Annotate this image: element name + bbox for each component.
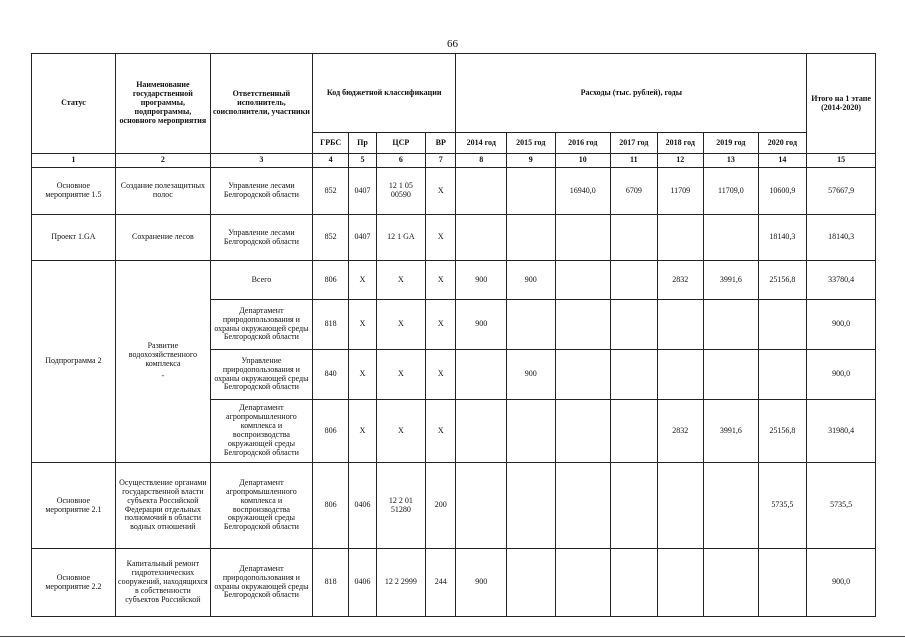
page-bottom-rule (0, 636, 905, 637)
header-year-2014: 2014 год (456, 133, 507, 154)
cell-pr: 0407 (349, 215, 376, 261)
cell-csr: 12 2 01 51280 (376, 463, 426, 549)
column-number: 13 (704, 154, 759, 168)
cell-2016 (555, 549, 611, 617)
cell-pr: X (349, 350, 376, 400)
cell-2014 (456, 350, 507, 400)
column-number: 4 (312, 154, 348, 168)
cell-2015 (507, 300, 556, 350)
header-year-2015: 2015 год (507, 133, 556, 154)
cell-name (115, 261, 210, 463)
cell-name: Создание полезащитных полос (115, 168, 210, 215)
cell-vr: 244 (426, 549, 456, 617)
cell-grbs: 852 (312, 215, 348, 261)
header-year-2016: 2016 год (555, 133, 611, 154)
cell-grbs: 806 (312, 400, 348, 463)
cell-status: Основное мероприятие 1.5 (32, 168, 116, 215)
cell-total: 900,0 (807, 350, 876, 400)
cell-2018 (657, 300, 703, 350)
cell-2014 (456, 168, 507, 215)
cell-2019: 11709,0 (704, 168, 759, 215)
cell-executor: Управление лесами Белгородской области (210, 215, 312, 261)
cell-2017 (611, 215, 657, 261)
cell-2019 (704, 215, 759, 261)
cell-2017 (611, 300, 657, 350)
cell-2020: 5735,5 (758, 463, 807, 549)
header-executor: Ответственный исполнитель, соисполнители, участники (210, 54, 312, 154)
cell-pr: X (349, 261, 376, 300)
header-expenses: Расходы (тыс. рублей), годы (456, 54, 807, 133)
header-name: Наименование государственной программы, подпрограммы, основного мероприятия (115, 54, 210, 154)
header-year-2019: 2019 год (704, 133, 759, 154)
table-row (32, 463, 876, 549)
column-number: 7 (426, 154, 456, 168)
cell-csr: X (376, 300, 426, 350)
cell-grbs: 806 (312, 261, 348, 300)
column-number: 2 (115, 154, 210, 168)
cell-2014 (456, 463, 507, 549)
cell-total: 57667,9 (807, 168, 876, 215)
column-number-row (32, 154, 876, 168)
column-number: 15 (807, 154, 876, 168)
cell-2015: 900 (507, 350, 556, 400)
cell-executor: Управление лесами Белгородской области (210, 168, 312, 215)
cell-pr: 0407 (349, 168, 376, 215)
cell-2016 (555, 463, 611, 549)
cell-executor: Департамент природопользования и охраны окружающей среды Белгородской области (210, 300, 312, 350)
cell-2017: 6709 (611, 168, 657, 215)
cell-vr: X (426, 350, 456, 400)
column-number: 9 (507, 154, 556, 168)
cell-executor: Департамент агропромышленного комплекса и воспроизводства окружающей среды Белгородской области (210, 463, 312, 549)
cell-2017 (611, 400, 657, 463)
cell-csr: X (376, 350, 426, 400)
header-status: Статус (32, 54, 116, 154)
cell-executor: Департамент природопользования и охраны окружающей среды Белгородской области (210, 549, 312, 617)
cell-2018: 2832 (657, 261, 703, 300)
cell-2019: 3991,6 (704, 261, 759, 300)
budget-table (31, 53, 876, 617)
header-csr: ЦСР (376, 133, 426, 154)
cell-name: Осуществление органами государственной власти субъекта Российской Федерации отдельных полномочий в области водных отношений (115, 463, 210, 549)
cell-2016 (555, 350, 611, 400)
cell-2015: 900 (507, 261, 556, 300)
cell-2014: 900 (456, 261, 507, 300)
header-year-2017: 2017 год (611, 133, 657, 154)
cell-2019 (704, 300, 759, 350)
cell-2016 (555, 215, 611, 261)
header-row (32, 54, 876, 133)
cell-name-text: Развитие водохозяйственного комплекса (128, 340, 197, 368)
cell-2020: 10600,9 (758, 168, 807, 215)
cell-csr: X (376, 400, 426, 463)
cell-2015 (507, 549, 556, 617)
cell-grbs: 852 (312, 168, 348, 215)
header-pr: Пр (349, 133, 376, 154)
cell-2019 (704, 463, 759, 549)
cell-2016: 16940,0 (555, 168, 611, 215)
column-number: 5 (349, 154, 376, 168)
cell-2019 (704, 549, 759, 617)
cell-2015 (507, 168, 556, 215)
column-number: 11 (611, 154, 657, 168)
header-year-2018: 2018 год (657, 133, 703, 154)
cell-executor: Департамент агропромышленного комплекса и воспроизводства окружающей среды Белгородской области (210, 400, 312, 463)
cell-csr: 12 1 GA (376, 215, 426, 261)
header-total: Итого на 1 этапе (2014-2020) (807, 54, 876, 154)
cell-total: 900,0 (807, 300, 876, 350)
cell-2017 (611, 463, 657, 549)
cell-csr: X (376, 261, 426, 300)
page-number: 66 (447, 38, 458, 50)
cell-total: 5735,5 (807, 463, 876, 549)
cell-grbs: 818 (312, 300, 348, 350)
cell-2018 (657, 549, 703, 617)
cell-status: Основное мероприятие 2.2 (32, 549, 116, 617)
cell-2020 (758, 549, 807, 617)
cell-total: 18140,3 (807, 215, 876, 261)
column-number: 1 (32, 154, 116, 168)
cell-2015 (507, 400, 556, 463)
cell-2016 (555, 261, 611, 300)
cell-pr: X (349, 400, 376, 463)
cell-grbs: 840 (312, 350, 348, 400)
cell-vr: X (426, 261, 456, 300)
cell-2018 (657, 463, 703, 549)
cell-status: Основное мероприятие 2.1 (32, 463, 116, 549)
header-year-2020: 2020 год (758, 133, 807, 154)
cell-pr: X (349, 300, 376, 350)
header-budget-code: Код бюджетной классификации (312, 54, 456, 133)
cell-2014: 900 (456, 300, 507, 350)
cell-2016 (555, 300, 611, 350)
table-row (32, 261, 876, 300)
column-number: 12 (657, 154, 703, 168)
cell-status: Проект 1.GA (32, 215, 116, 261)
cell-2020: 18140,3 (758, 215, 807, 261)
cell-csr: 12 1 05 00590 (376, 168, 426, 215)
cell-vr: X (426, 400, 456, 463)
cell-2017 (611, 350, 657, 400)
cell-status: Подпрограмма 2 (32, 261, 116, 463)
cell-vr: X (426, 300, 456, 350)
cell-vr: 200 (426, 463, 456, 549)
cell-2015 (507, 215, 556, 261)
dash-mark: - (161, 371, 165, 381)
cell-name: Капитальный ремонт гидротехнических сооружений, находящихся в собственности субъектов Российской (115, 549, 210, 617)
cell-executor: Управление природопользования и охраны окружающей среды Белгородской области (210, 350, 312, 400)
table-row (32, 549, 876, 617)
cell-vr: X (426, 215, 456, 261)
cell-2017 (611, 261, 657, 300)
cell-2018: 2832 (657, 400, 703, 463)
cell-2014 (456, 215, 507, 261)
cell-2018 (657, 215, 703, 261)
cell-2020 (758, 300, 807, 350)
header-vr: ВР (426, 133, 456, 154)
cell-csr: 12 2 2999 (376, 549, 426, 617)
cell-total: 900,0 (807, 549, 876, 617)
cell-2014: 900 (456, 549, 507, 617)
cell-2020 (758, 350, 807, 400)
header-grbs: ГРБС (312, 133, 348, 154)
column-number: 6 (376, 154, 426, 168)
cell-pr: 0406 (349, 463, 376, 549)
cell-grbs: 806 (312, 463, 348, 549)
cell-2019: 3991,6 (704, 400, 759, 463)
cell-2014 (456, 400, 507, 463)
column-number: 3 (210, 154, 312, 168)
cell-total: 33780,4 (807, 261, 876, 300)
cell-2020: 25156,8 (758, 261, 807, 300)
cell-2019 (704, 350, 759, 400)
cell-2020: 25156,8 (758, 400, 807, 463)
table-row (32, 168, 876, 215)
cell-vr: X (426, 168, 456, 215)
cell-2016 (555, 400, 611, 463)
cell-pr: 0406 (349, 549, 376, 617)
cell-name: Сохранение лесов (115, 215, 210, 261)
column-number: 8 (456, 154, 507, 168)
cell-executor: Всего (210, 261, 312, 300)
cell-2018 (657, 350, 703, 400)
column-number: 10 (555, 154, 611, 168)
cell-2017 (611, 549, 657, 617)
cell-grbs: 818 (312, 549, 348, 617)
cell-2018: 11709 (657, 168, 703, 215)
table-row (32, 215, 876, 261)
cell-2015 (507, 463, 556, 549)
cell-total: 31980,4 (807, 400, 876, 463)
column-number: 14 (758, 154, 807, 168)
